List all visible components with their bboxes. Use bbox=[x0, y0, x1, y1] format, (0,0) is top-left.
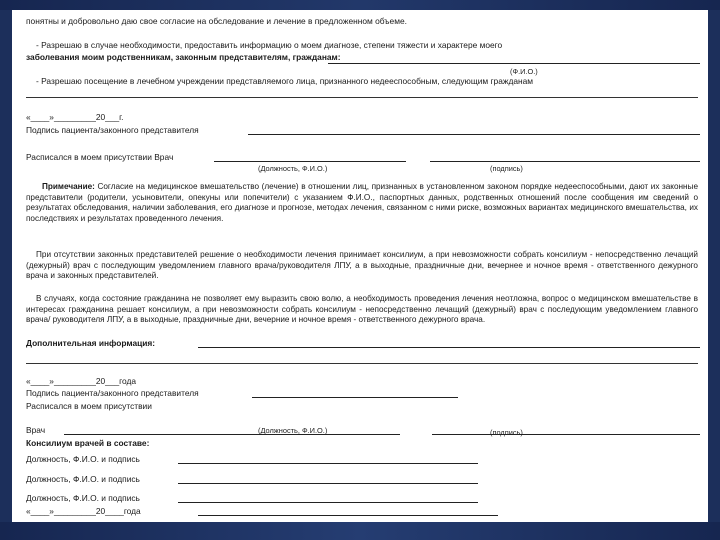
fio-caption: (Ф.И.О.) bbox=[510, 67, 538, 76]
doctor-signature-line bbox=[430, 161, 700, 162]
position-caption-2: (Должность, Ф.И.О.) bbox=[258, 426, 328, 435]
date-line-2: «____»_________20___года bbox=[26, 376, 137, 386]
final-line bbox=[198, 515, 498, 516]
signed-in-presence-label: Расписался в моем присутствии bbox=[26, 401, 152, 411]
council-label: Консилиум врачей в составе: bbox=[26, 438, 150, 448]
council-row-2: Должность, Ф.И.О. и подпись bbox=[26, 474, 140, 484]
council-line-3 bbox=[178, 502, 478, 503]
urgent-case-paragraph: В случаях, когда состояние гражданина не позволяет ему выразить свою волю, а необходимость проведения лечения неотложна, вопрос о медицинском вмешательстве в интересах гражданина решает консилиум, а при невозможности собрать консилиум - непосредственно лечащий (дежурный) врач с последующим уведомлением главного врача/ руководителя ЛПУ, а в выходные, праздничные дни, вечерние и ночное время - ответственного дежурного врача. bbox=[26, 294, 698, 325]
council-row-3: Должность, Ф.И.О. и подпись bbox=[26, 493, 140, 503]
patient-signature-label: Подпись пациента/законного представителя bbox=[26, 125, 199, 135]
signature-caption-2: (подпись) bbox=[490, 428, 523, 437]
patient-signature-line-2 bbox=[252, 397, 458, 398]
slide-top-band bbox=[0, 0, 720, 10]
note-text: Согласие на медицинское вмешательство (лечение) в отношении лиц, признанных в установленном законом порядке недееспособными, дают их законные представители (родители, усыновители, опекуны или попечители) с указанием Ф.И.О., паспортных данных, родственных отношений после сообщения им сведений о результатах обследования, наличии заболевания, его диагнозе и прогнозе, методах лечения, связанном с ними риске, возможных вариантах медицинского вмешательства, их последствиях и результатах проведенного лечения. bbox=[26, 182, 698, 223]
additional-info-line-1 bbox=[198, 347, 700, 348]
visitors-fill-line bbox=[26, 97, 698, 98]
patient-signature-label-2: Подпись пациента/законного представителя bbox=[26, 388, 199, 398]
note-label: Примечание: bbox=[42, 182, 95, 191]
doctor-signature-line-2 bbox=[432, 434, 700, 435]
relatives-line: заболевания моим родственникам, законным представителям, гражданам: bbox=[26, 52, 341, 62]
consent-form-sheet bbox=[12, 10, 708, 522]
visit-permission-line: - Разрешаю посещение в лечебном учреждении представляемого лица, признанного недееспособным, следующим гражданам bbox=[36, 76, 534, 86]
council-line-1 bbox=[178, 463, 478, 464]
info-permission-line: - Разрешаю в случае необходимости, предоставить информацию о моем диагнозе, степени тяжести и характере моего bbox=[36, 40, 503, 50]
signature-caption: (подпись) bbox=[490, 164, 523, 173]
position-caption: (Должность, Ф.И.О.) bbox=[258, 164, 328, 173]
doctor-label: Врач bbox=[26, 425, 46, 435]
no-representatives-paragraph: При отсутствии законных представителей решение о необходимости лечения принимает консилиум, а при невозможности собрать консилиум - непосредственно лечащий (дежурный) врач с последующим уведомлением главного врача/руководителя ЛПУ, а в выходные, праздничные дни, вечернее и ночное время - ответственного дежурного врача и законных представителей. bbox=[26, 250, 698, 281]
additional-info-line-2 bbox=[26, 363, 698, 364]
patient-signature-line bbox=[248, 134, 700, 135]
council-line-2 bbox=[178, 483, 478, 484]
date-line-3: «____»_________20____года bbox=[26, 506, 141, 516]
doctor-position-line bbox=[214, 161, 406, 162]
note-paragraph bbox=[26, 182, 698, 224]
consent-line: понятны и добровольно даю свое согласие на обследование и лечение в предложенном объеме. bbox=[26, 16, 407, 26]
slide-bottom-band bbox=[0, 522, 720, 540]
doctor-line bbox=[64, 434, 400, 435]
doctor-signed-label: Расписался в моем присутствии Врач bbox=[26, 152, 174, 162]
relatives-fill-line bbox=[328, 63, 700, 64]
additional-info-label: Дополнительная информация: bbox=[26, 338, 156, 348]
date-line-1: «____»_________20___г. bbox=[26, 112, 124, 122]
council-row-1: Должность, Ф.И.О. и подпись bbox=[26, 454, 140, 464]
